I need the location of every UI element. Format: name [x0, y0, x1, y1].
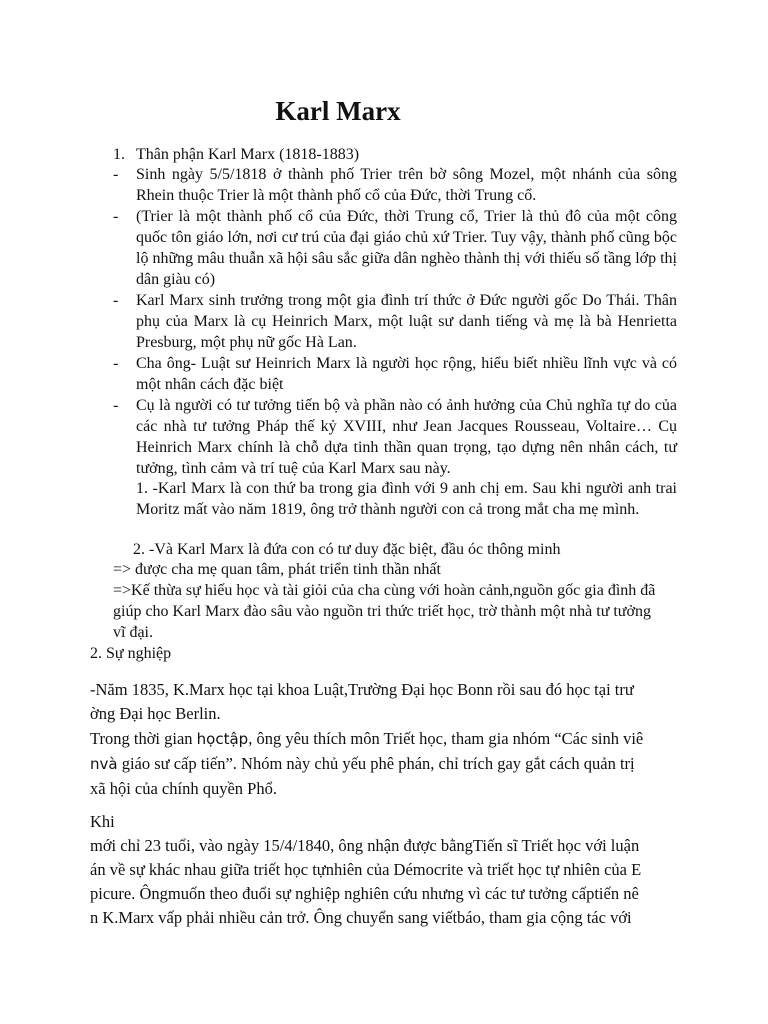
conclusion-2-line: vĩ đại. — [113, 624, 153, 641]
conclusion-2-line: =>Kế thừa sự hiếu học và tài giỏi của cha cùng với hoàn cảnh,nguồn gốc gia đình đã — [113, 582, 656, 599]
paragraph-line: n K.Marx vấp phải nhiều cản trở. Ông chuyển sang viếtbáo, tham gia cộng tác với — [90, 908, 632, 927]
bullet-text-2: (Trier là một thành phố cổ của Đức, thời Trung cổ, Trier là thủ đô của một công quốc tôn giáo lớn, nơi cư trú của đại giáo chủ xứ Trier. Tuy vậy, thành phố cũng bộc lộ những mâu thuẫn xã hội sâu sắc giữa dân nghèo thành thị với thiếu số tầng lớp thị dân giàu có) — [136, 208, 677, 288]
bullet-text-4: Cha ông- Luật sư Heinrich Marx là người học rộng, hiểu biết nhiều lĩnh vực và có một nhân cách đặc biệt — [136, 355, 677, 393]
section1-heading: Thân phận Karl Marx (1818-1883) — [136, 146, 360, 163]
paragraph-line — [90, 752, 635, 777]
paragraph-line: ờng Đại học Berlin. — [90, 704, 221, 723]
conclusion-1: => được cha mẹ quan tâm, phát triển tinh thần nhất — [113, 561, 441, 578]
sub-item-2: 2. -Và Karl Marx là đứa con có tư duy đặc biệt, đầu óc thông minh — [133, 541, 561, 558]
paragraph-line: xã hội của chính quyền Phổ. — [90, 779, 277, 798]
text-run: nvà — [90, 755, 118, 773]
document-title: Karl Marx — [275, 96, 401, 126]
paragraph-line: mới chỉ 23 tuổi, vào ngày 15/4/1840, ông nhận được bằngTiến sĩ Triết học với luận — [90, 836, 640, 855]
paragraph-line: -Năm 1835, K.Marx học tại khoa Luật,Trường Đại học Bonn rồi sau đó học tại trư — [90, 680, 634, 699]
list-number: 1. — [113, 146, 125, 163]
bullet-text-5: Cụ là người có tư tưởng tiến bộ và phần nào có ảnh hưởng của Chủ nghĩa tự do của các nhà tư tưởng Pháp thế kỷ XVIII, như Jean Jacques Rousseau, Voltaire… Cụ Heinrich Marx chính là chỗ dựa tinh thần quan trọng, tạo dựng nên nhân cách, tư tưởng, tình cảm và trí tuệ của Karl Marx sau này. — [136, 397, 677, 477]
text-run: họctập — [196, 730, 249, 748]
bullet-text-1: Sinh ngày 5/5/1818 ở thành phố Trier trên bờ sông Mozel, một nhánh của sông Rhein thuộc Trier là một thành phố cổ của Đức, thời Trung cổ. — [136, 166, 677, 204]
text-run: Trong thời gian — [90, 729, 197, 748]
text-run: , ông yêu thích môn Triết học, tham gia nhóm “Các sinh viê — [248, 729, 644, 748]
bullet-marker: - — [113, 166, 119, 183]
bullet-marker: - — [113, 397, 119, 414]
paragraph-line — [90, 727, 643, 752]
paragraph-line: Khi — [90, 812, 115, 831]
paragraph-line: án về sự khác nhau giữa triết học tựnhiên của Démocrite và triết học tự nhiên của E — [90, 860, 642, 879]
bullet-text-3: Karl Marx sinh trưởng trong một gia đình trí thức ở Đức người gốc Do Thái. Thân phụ của Marx là cụ Heinrich Marx, một luật sư danh tiếng và mẹ là bà Henrietta Presburg, một phụ nữ gốc Hà Lan. — [136, 292, 677, 351]
bullet-marker: - — [113, 292, 119, 309]
paragraph-line: picure. Ôngmuốn theo đuổi sự nghiệp nghiên cứu nhưng vì các tư tưởng cấptiến nê — [90, 884, 639, 903]
section2-heading: 2. Sự nghiệp — [90, 645, 172, 662]
bullet-marker: - — [113, 208, 119, 225]
text-run: giáo sư cấp tiến”. Nhóm này chủ yếu phê phán, chỉ trích gay gắt cách quản trị — [117, 754, 635, 773]
bullet-marker: - — [113, 355, 119, 372]
sub-item-1: 1. -Karl Marx là con thứ ba trong gia đình với 9 anh chị em. Sau khi người anh trai Moritz mất vào năm 1819, ông trở thành người con cả trong mắt cha mẹ mình. — [136, 480, 677, 518]
conclusion-2-line: giúp cho Karl Marx đào sâu vào nguồn tri thức triết học, trờ thành một nhà tư tưởng — [113, 603, 651, 620]
